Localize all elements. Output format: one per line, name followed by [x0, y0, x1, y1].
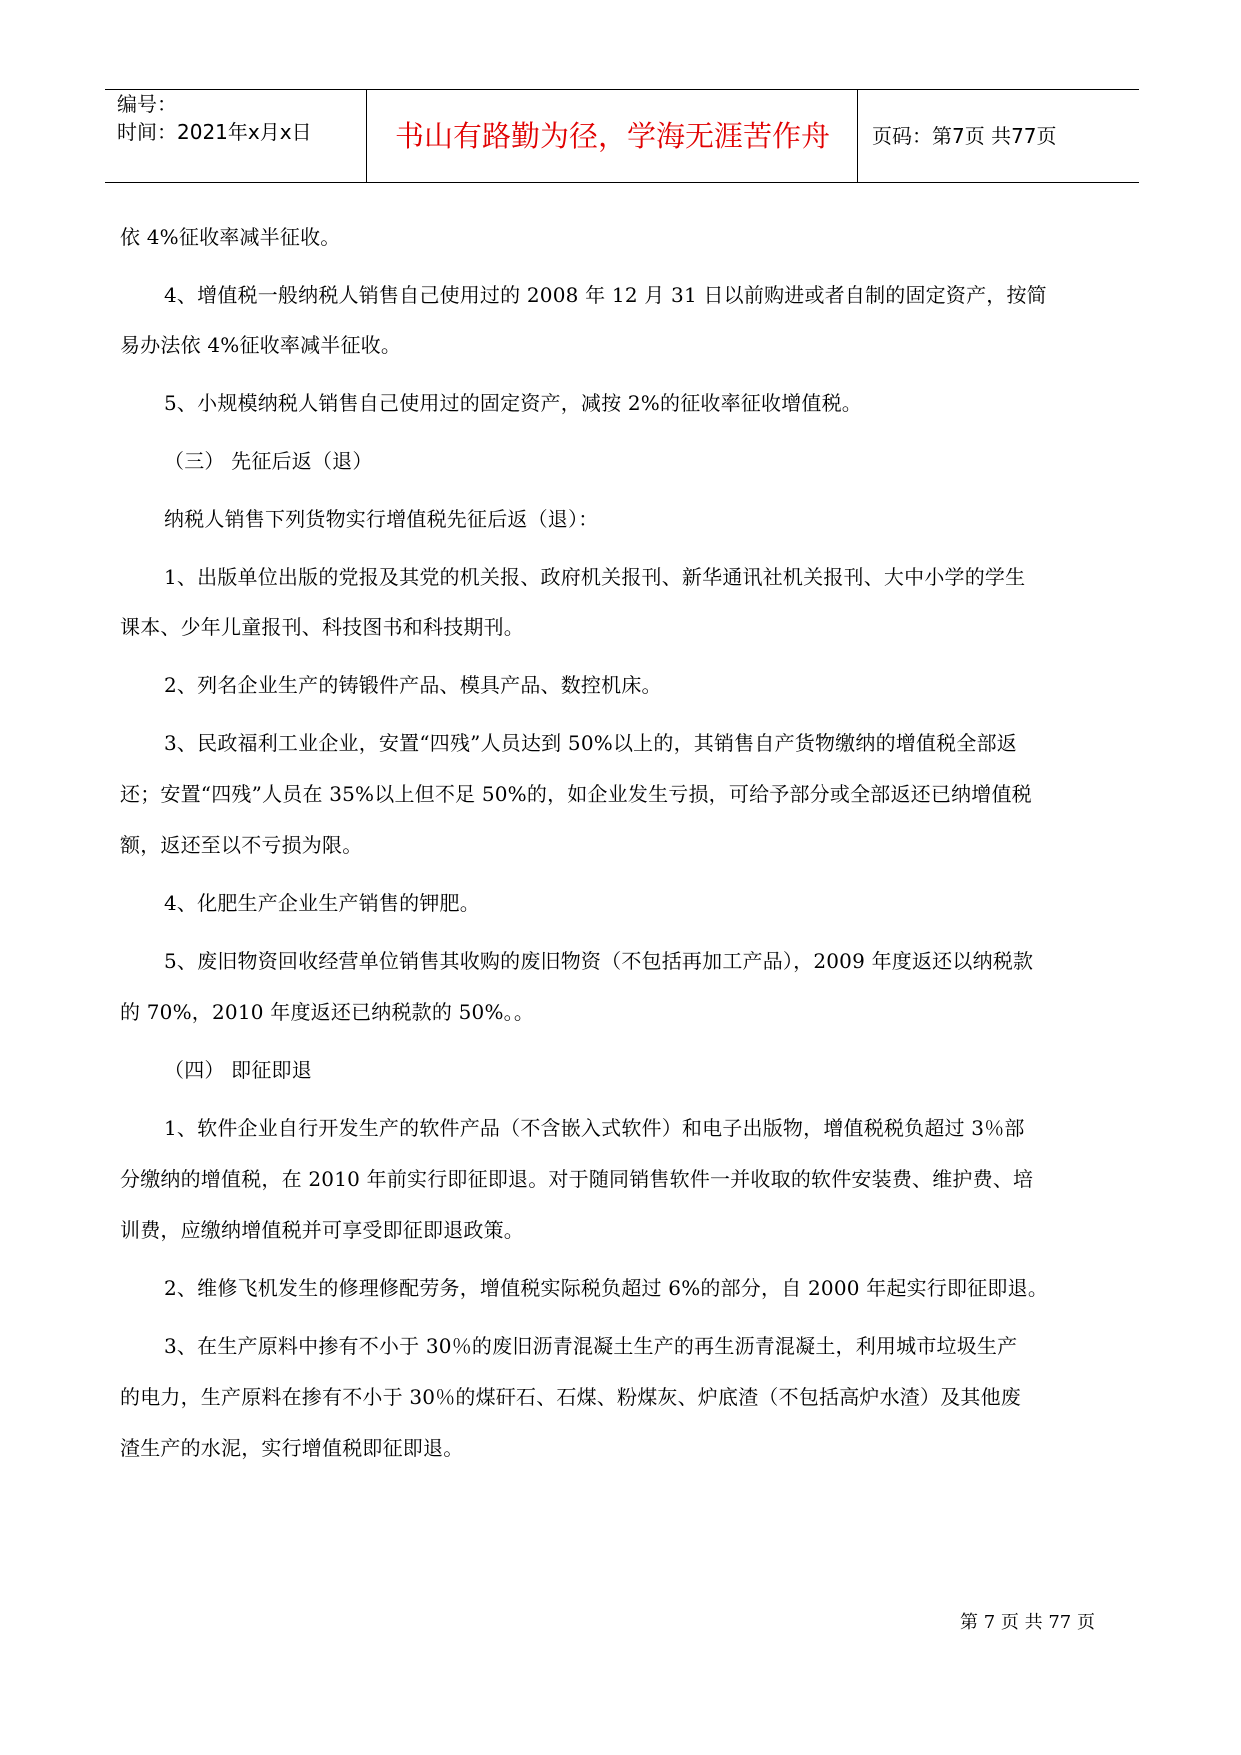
paragraph-line: 3、在生产原料中掺有不小于 30％的废旧沥青混凝土生产的再生沥青混凝土，利用城市垃圾生产 — [164, 1334, 1018, 1358]
paragraph-line: 5、废旧物资回收经营单位销售其收购的废旧物资（不包括再加工产品），2009 年度返还以纳税款 — [164, 949, 1034, 973]
paragraph-line: 3、民政福利工业企业，安置“四残”人员达到 50%以上的，其销售自产货物缴纳的增值税全部返 — [164, 731, 1017, 755]
paragraph-line: 2、维修飞机发生的修理修配劳务，增值税实际税负超过 6%的部分，自 2000 年起实行即征即退。 — [164, 1276, 1049, 1300]
paragraph-line: 易办法依 4%征收率减半征收。 — [120, 333, 402, 357]
paragraph-line: 1、软件企业自行开发生产的软件产品（不含嵌入式软件）和电子出版物，增值税税负超过 3％部 — [164, 1116, 1025, 1140]
page-footer: 第 7 页 共 77 页 — [960, 1612, 1095, 1633]
paragraph-line: 5、小规模纳税人销售自己使用过的固定资产，减按 2%的征收率征收增值税。 — [164, 391, 863, 415]
paragraph-line: 还；安置“四残”人员在 35%以上但不足 50%的，如企业发生亏损，可给予部分或全部返还已纳增值税 — [120, 782, 1032, 806]
paragraph-line: 依 4%征收率减半征收。 — [120, 225, 341, 249]
paragraph-line: 4、化肥生产企业生产销售的钾肥。 — [164, 891, 480, 915]
document-number-label: 编号： — [117, 92, 177, 116]
paragraph-line: 1、出版单位出版的党报及其党的机关报、政府机关报刊、新华通讯社机关报刊、大中小学的学生 — [164, 565, 1026, 589]
document-body — [120, 222, 1128, 1491]
paragraph-line: 额，返还至以不亏损为限。 — [120, 833, 363, 857]
document-time-label: 时间：2021年x月x日 — [117, 120, 312, 144]
header-motto: 书山有路勤为径，学海无涯苦作舟 — [394, 119, 830, 153]
header-page-code: 页码：第7页 共77页 — [872, 124, 1057, 148]
paragraph-line: 2、列名企业生产的铸锻件产品、模具产品、数控机床。 — [164, 673, 662, 697]
page-header — [105, 89, 1139, 183]
header-page-cell — [858, 90, 1139, 182]
paragraph-line: 的 70%，2010 年度返还已纳税款的 50%。。 — [120, 1000, 535, 1024]
paragraph-line: 纳税人销售下列货物实行增值税先征后返（退）： — [164, 507, 599, 531]
paragraph-line: 训费，应缴纳增值税并可享受即征即退政策。 — [120, 1218, 524, 1242]
header-info-cell — [105, 90, 367, 182]
paragraph-line: 4、增值税一般纳税人销售自己使用过的 2008 年 12 月 31 日以前购进或者自制的固定资产，按简 — [164, 283, 1047, 307]
paragraph-line: 分缴纳的增值税，在 2010 年前实行即征即退。对于随同销售软件一并收取的软件安装费、维护费、培 — [120, 1167, 1034, 1191]
paragraph-line: 渣生产的水泥，实行增值税即征即退。 — [120, 1436, 464, 1460]
paragraph-line: 的电力，生产原料在掺有不小于 30％的煤矸石、石煤、粉煤灰、炉底渣（不包括高炉水渣）及其他废 — [120, 1385, 1022, 1409]
section-heading: （三） 先征后返（退） — [164, 449, 373, 473]
header-motto-cell — [367, 90, 858, 182]
paragraph-line: 课本、少年儿童报刊、科技图书和科技期刊。 — [120, 615, 524, 639]
section-heading: （四） 即征即退 — [164, 1058, 312, 1082]
